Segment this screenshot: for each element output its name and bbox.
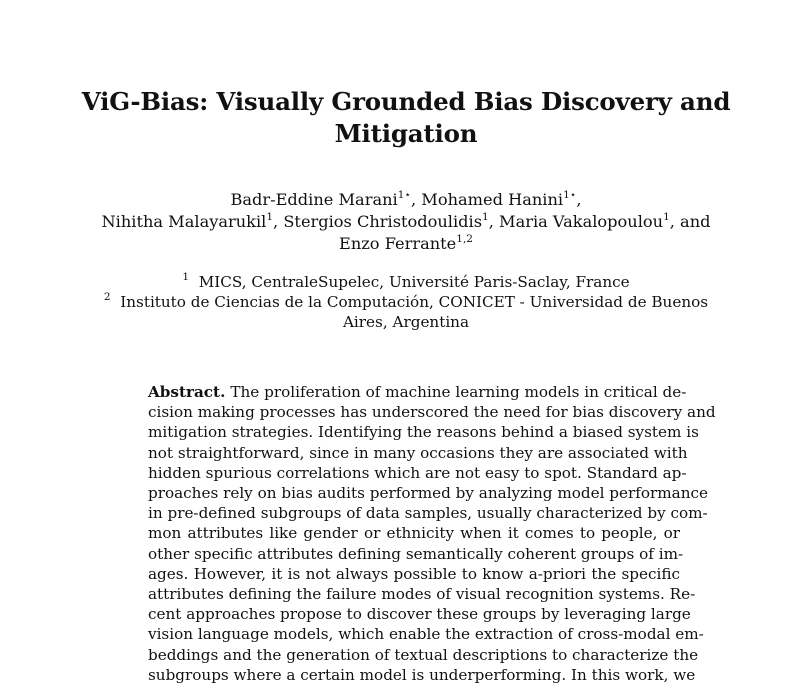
- paper-title: [60, 86, 752, 150]
- affiliation-text: Instituto de Ciencias de la Computación, CONICET - Universidad de Buenos: [120, 293, 709, 311]
- author-separator: ,: [576, 190, 582, 209]
- affiliation-mark: 1: [182, 270, 190, 283]
- author-separator: ,: [273, 212, 284, 231]
- author-name: Nihitha Malayarukil: [101, 212, 267, 231]
- author-line-3: [60, 233, 752, 255]
- affiliation-list: [60, 272, 752, 332]
- title-line-1: ViG-Bias: Visually Grounded Bias Discovery and: [81, 87, 731, 116]
- abstract-line: beddings and the generation of textual descriptions to characterize the: [148, 645, 699, 664]
- author-affiliation-mark: 1⋆: [397, 188, 411, 201]
- author-name: Enzo Ferrante: [339, 234, 457, 253]
- abstract: [148, 382, 716, 685]
- author-separator: , and: [669, 212, 711, 231]
- author-line-1: [60, 189, 752, 211]
- abstract-line: cision making processes has underscored the need for bias discovery and: [148, 403, 716, 422]
- abstract-line: proaches rely on bias audits performed by analyzing model performance: [148, 484, 708, 503]
- abstract-line: subgroups where a certain model is underperforming. In this work, we: [148, 665, 696, 684]
- abstract-line: mon attributes like gender or ethnicity when it comes to people, or: [148, 524, 680, 543]
- author-list: [60, 189, 752, 255]
- author-affiliation-mark: 1,2: [456, 232, 473, 245]
- affiliation-2: [60, 292, 752, 312]
- author-affiliation-mark: 1⋆: [563, 188, 577, 201]
- author-name: Badr-Eddine Marani: [230, 190, 398, 209]
- author-line-2: [60, 211, 752, 233]
- abstract-line: [148, 382, 687, 402]
- author-affiliation-mark: 1: [663, 210, 670, 223]
- author-separator: ,: [410, 190, 422, 209]
- author-name: Mohamed Hanini: [421, 190, 564, 209]
- author-separator: ,: [488, 212, 499, 231]
- author-name: Stergios Christodoulidis: [283, 212, 483, 231]
- affiliation-mark: 2: [103, 290, 111, 303]
- abstract-line: vision language models, which enable the extraction of cross-modal em-: [148, 625, 704, 644]
- affiliation-2-continued: Aires, Argentina: [342, 313, 470, 331]
- abstract-line: in pre-defined subgroups of data samples, usually characterized by com-: [148, 504, 708, 523]
- abstract-label: Abstract.: [148, 383, 226, 401]
- abstract-line: mitigation strategies. Identifying the reasons behind a biased system is: [148, 423, 699, 442]
- abstract-line: other specific attributes defining semantically coherent groups of im-: [148, 544, 684, 563]
- affiliation-text: MICS, CentraleSupelec, Université Paris-Saclay, France: [198, 273, 630, 291]
- author-name: Maria Vakalopoulou: [499, 212, 664, 231]
- abstract-line: ages. However, it is not always possible to know a-priori the specific: [148, 564, 680, 583]
- author-affiliation-mark: 1: [266, 210, 274, 223]
- abstract-line: attributes defining the failure modes of visual recognition systems. Re-: [148, 585, 696, 604]
- abstract-line: hidden spurious correlations which are not easy to spot. Standard ap-: [148, 463, 687, 482]
- abstract-text: The proliferation of machine learning models in critical de-: [230, 383, 687, 401]
- title-line-2: Mitigation: [334, 119, 478, 148]
- abstract-line: not straightforward, since in many occasions they are associated with: [148, 443, 688, 462]
- affiliation-1: [60, 272, 752, 292]
- abstract-line: cent approaches propose to discover these groups by leveraging large: [148, 605, 691, 624]
- author-affiliation-mark: 1: [482, 210, 489, 223]
